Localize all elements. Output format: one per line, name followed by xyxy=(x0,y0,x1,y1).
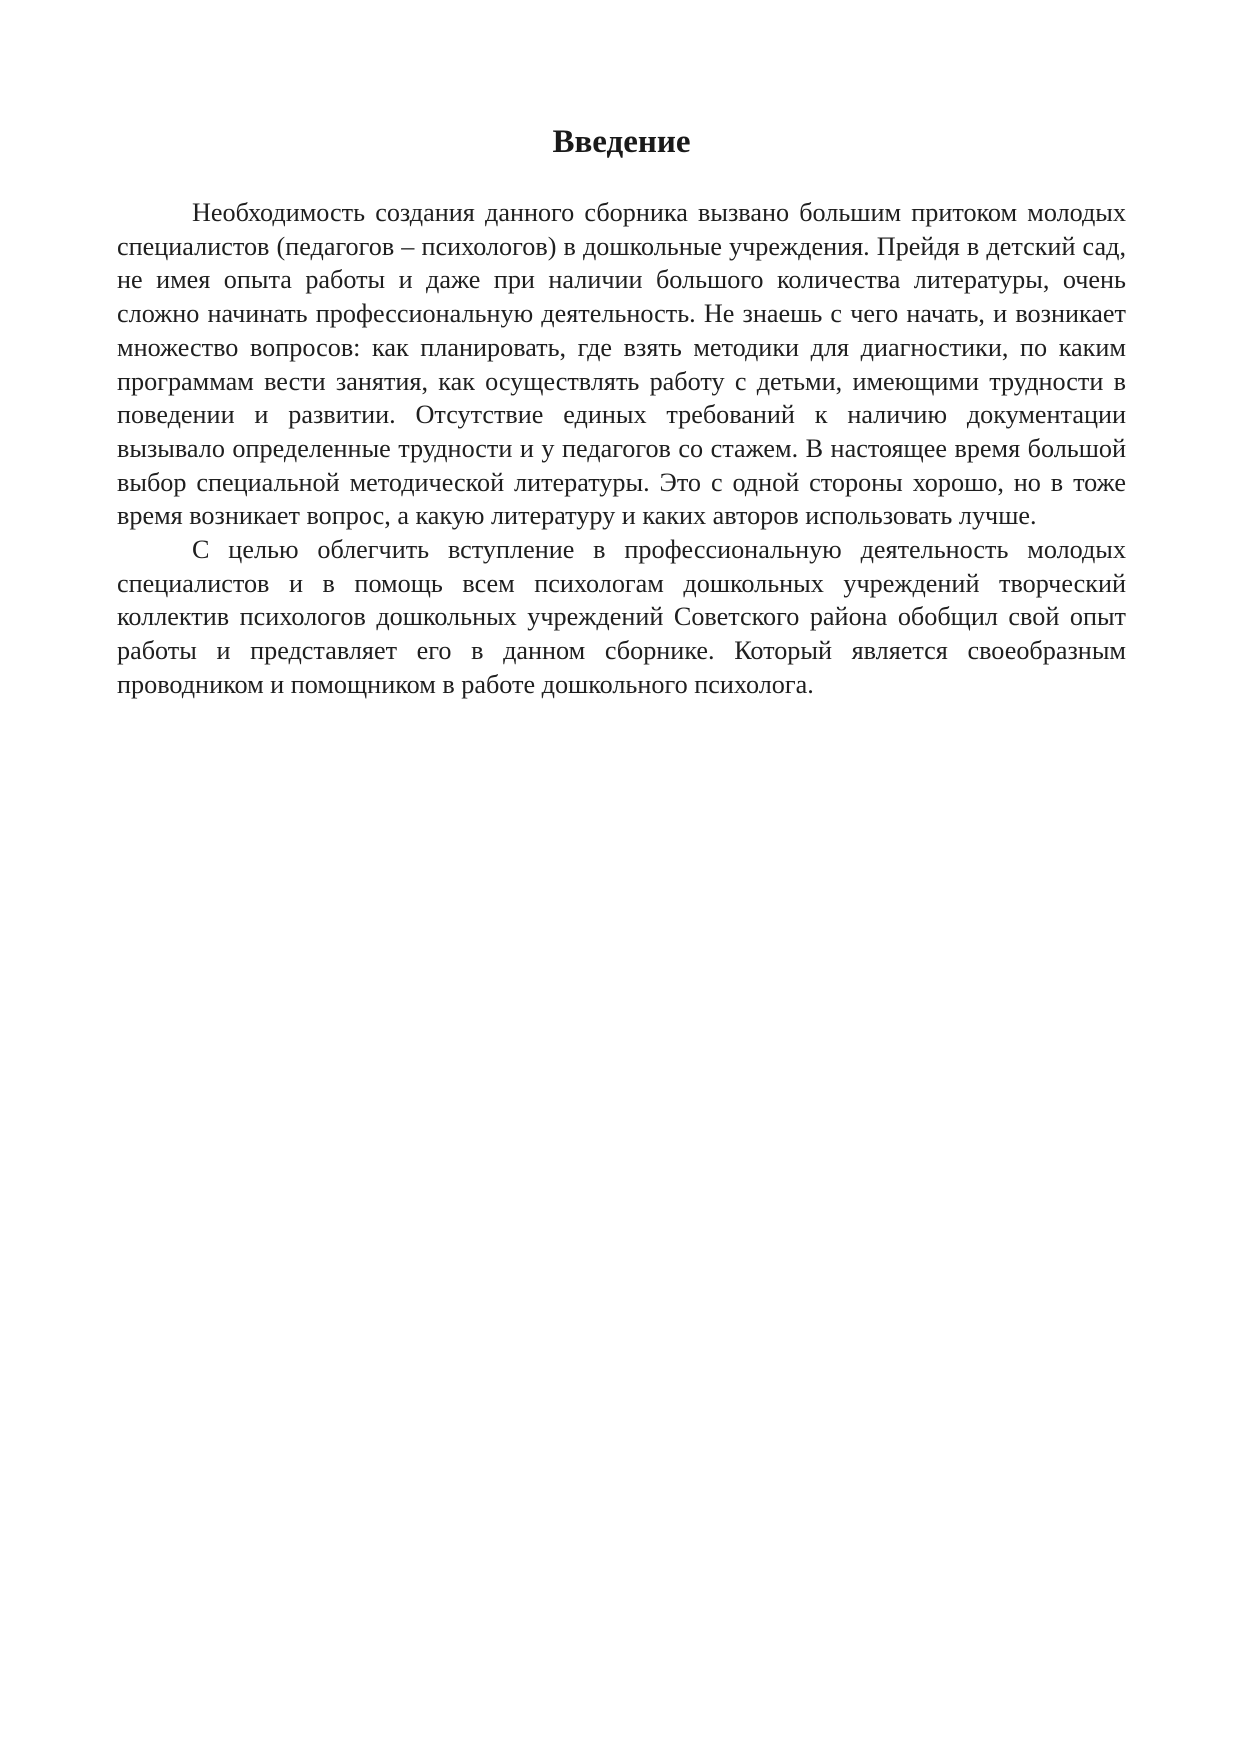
paragraph-2: С целью облегчить вступление в профессиональную деятельность молодых специалистов и в помощь всем психологам дошкольных учреждений творческий коллектив психологов дошкольных учреждений Советского района обобщил свой опыт работы и представляет его в данном сборнике. Который является своеобразным проводником и помощником в работе дошкольного психолога. xyxy=(117,535,1126,699)
page-content xyxy=(117,118,1126,702)
page-title: Введение xyxy=(552,124,691,160)
paragraph-1: Необходимость создания данного сборника вызвано большим притоком молодых специалистов (педагогов – психологов) в дошкольные учреждения. Прейдя в детский сад, не имея опыта работы и даже при наличии большого количества литературы, очень сложно начинать профессиональную деятельность. Не знаешь с чего начать, и возникает множество вопросов: как планировать, где взять методики для диагностики, по каким программам вести занятия, как осуществлять работу с детьми, имеющими трудности в поведении и развитии. Отсутствие единых требований к наличию документации вызывало определенные трудности и у педагогов со стажем. В настоящее время большой выбор специальной методической литературы. Это с одной стороны хорошо, но в тоже время возникает вопрос, а какую литературу и каких авторов использовать лучше. xyxy=(117,198,1126,531)
